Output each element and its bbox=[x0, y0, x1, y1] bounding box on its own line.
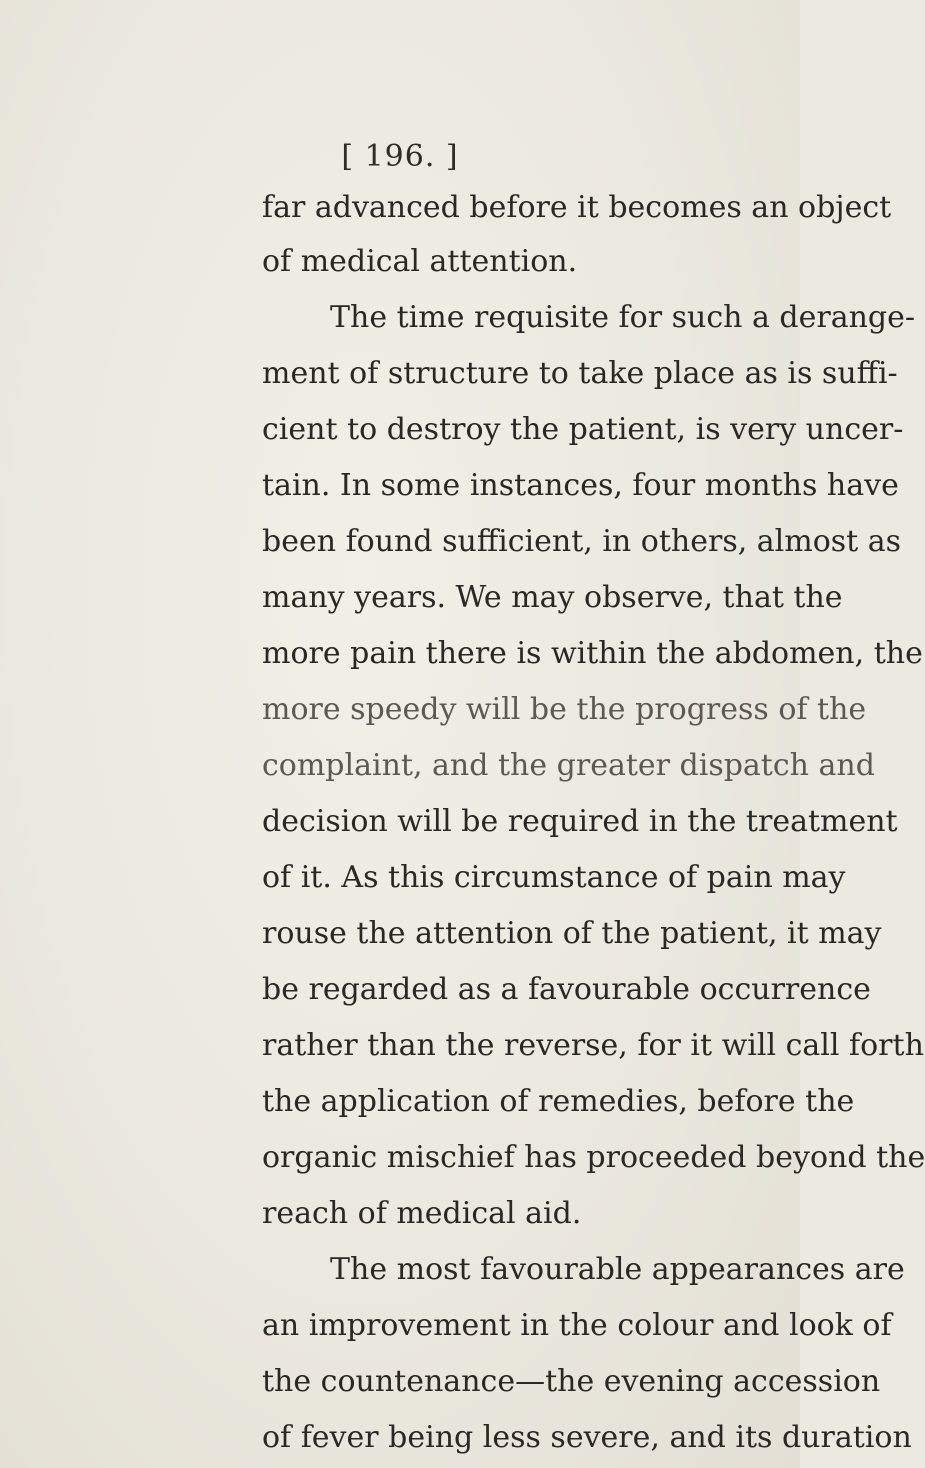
text-line: an improvement in the colour and look of bbox=[262, 1308, 892, 1343]
text-line: tain. In some instances, four months have bbox=[262, 468, 899, 503]
text-line: far advanced before it becomes an object bbox=[262, 190, 892, 225]
text-line: The time requisite for such a derange- bbox=[330, 300, 915, 335]
text-line: decision will be required in the treatment bbox=[262, 804, 898, 839]
text-line: of fever being less severe, and its duration bbox=[262, 1420, 912, 1455]
text-line: of medical attention. bbox=[262, 244, 578, 279]
text-line: The most favourable appearances are bbox=[330, 1252, 905, 1287]
text-line: more pain there is within the abdomen, the bbox=[262, 636, 923, 671]
text-line: organic mischief has proceeded beyond the bbox=[262, 1140, 925, 1175]
text-line: reach of medical aid. bbox=[262, 1196, 582, 1231]
text-line: rather than the reverse, for it will call forth bbox=[262, 1028, 924, 1063]
text-line: rouse the attention of the patient, it may bbox=[262, 916, 882, 951]
text-line: cient to destroy the patient, is very uncer- bbox=[262, 412, 904, 447]
text-line: be regarded as a favourable occurrence bbox=[262, 972, 871, 1007]
text-line: complaint, and the greater dispatch and bbox=[262, 748, 875, 783]
text-line: more speedy will be the progress of the bbox=[262, 692, 867, 727]
page-number: [ 196. ] bbox=[341, 139, 459, 174]
text-line: many years. We may observe, that the bbox=[262, 580, 843, 615]
text-line: the application of remedies, before the bbox=[262, 1084, 855, 1119]
text-line: ment of structure to take place as is suffi- bbox=[262, 356, 898, 391]
text-line: been found sufficient, in others, almost as bbox=[262, 524, 902, 559]
text-line: the countenance—the evening accession bbox=[262, 1364, 881, 1399]
text-line: of it. As this circumstance of pain may bbox=[262, 860, 846, 895]
